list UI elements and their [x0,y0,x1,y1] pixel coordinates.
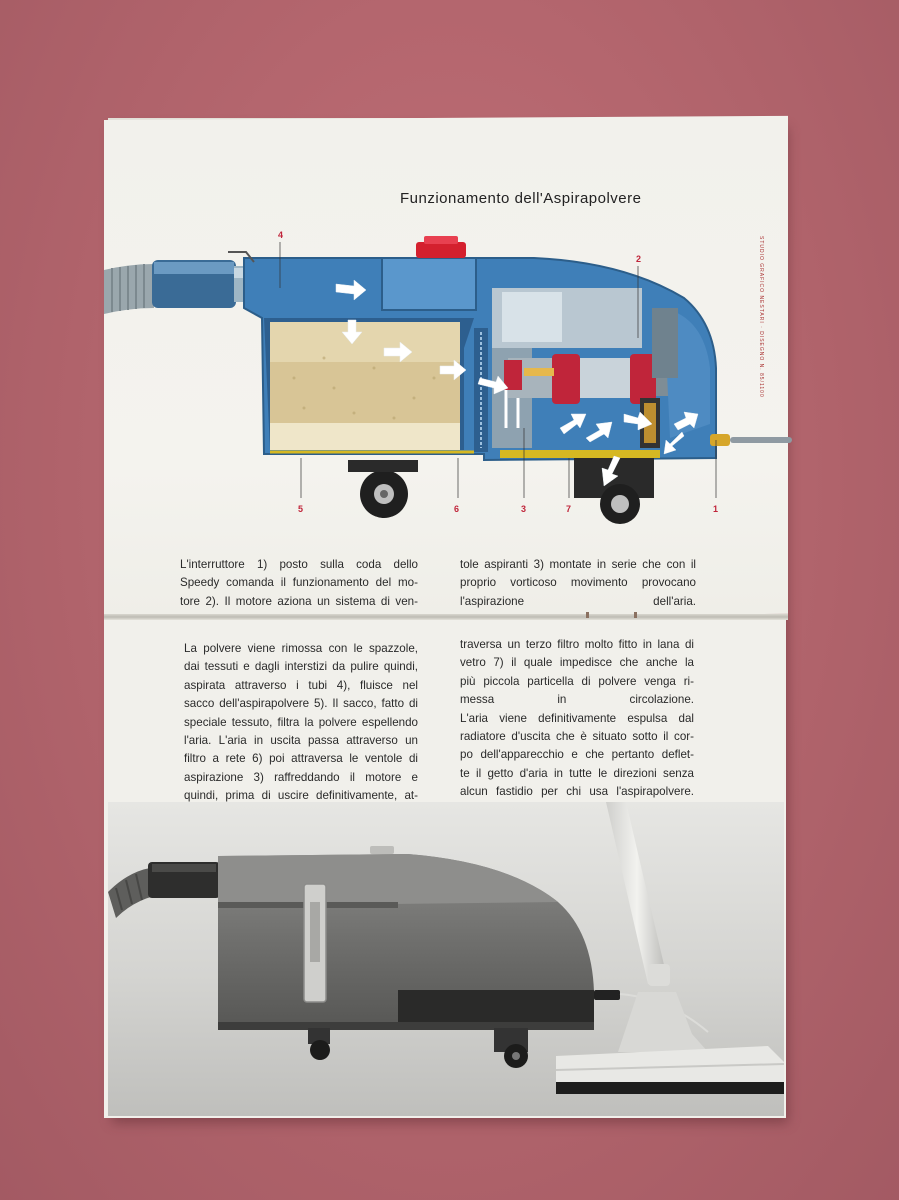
upper-text-col-2 [460,556,696,611]
callout-6: 6 [454,504,460,514]
text-line: vetro 7) il quale impedisce che anche la [460,656,694,670]
text-line: L'interruttore 1) posto sulla coda dello [180,558,418,571]
upper-text-col-1 [180,556,418,611]
page-title: Funzionamento dell'Aspirapolvere [400,190,642,207]
callout-3: 3 [521,504,527,514]
lower-text-col-1 [184,640,418,806]
page-fold [104,614,788,620]
callout-7: 7 [566,504,572,514]
text-line: aspirata attraverso i tubi 4), fluisce nel [184,678,418,692]
text-line: aspirazione 3) raffreddando il motore e [184,770,418,784]
text-line: sacco dell'aspirapolvere 5). Il sacco, fatto di [184,697,418,711]
cutaway-diagram [104,228,794,528]
vacuum-cutaway-illustration [104,228,794,528]
callout-2: 2 [636,254,642,264]
text-line: La polvere viene rimossa con le spazzole, [184,642,418,655]
text-line: messa in circolazione. [460,693,694,707]
text-line: tore 2). Il motore aziona un sistema di ven- [180,594,418,608]
vacuum-photo-illustration [108,802,784,1116]
callout-4: 4 [278,230,284,240]
lower-text-col-2 [460,636,694,802]
text-line: te il getto d'aria in tutte le direzioni senza [460,766,694,780]
callout-1: 1 [713,504,719,514]
callout-5: 5 [298,504,304,514]
text-line: Speedy comanda il funzionamento del mo- [180,576,418,590]
text-line: speciale tessuto, filtra la polvere espellendo [184,715,418,729]
staple-left [586,612,589,618]
text-line: l'aria. L'aria in uscita passa attraverso un [184,734,418,748]
vertical-credit: STUDIO GRAFICO NESTARI · DISEGNO N. 85/1100 [758,236,764,398]
text-line: traversa un terzo filtro molto fitto in lana di [460,638,694,651]
staple-right [634,612,637,618]
text-line: filtro a rete 6) poi attraversa le ventole di [184,752,418,766]
text-line: tole aspiranti 3) montate in serie che con il [460,558,696,571]
text-line: proprio vorticoso movimento provocano [460,576,696,590]
text-line: L'aria viene definitivamente espulsa dal [460,711,694,725]
text-line: quindi, prima di uscire definitivamente, at- [184,789,418,803]
text-line: po dell'apparecchio e che pertanto deflet- [460,748,694,762]
text-line: più piccola particella di polvere venga ri- [460,674,694,688]
text-line: radiatore d'uscita che è situato sotto il cor- [460,730,694,744]
text-line: alcun fastidio per chi usa l'aspirapolvere. [460,785,694,799]
text-line: l'aspirazione dell'aria. [460,594,696,608]
product-photo [108,802,784,1116]
text-line: dai tessuti e dagli interstizi da pulire quindi, [184,660,418,674]
